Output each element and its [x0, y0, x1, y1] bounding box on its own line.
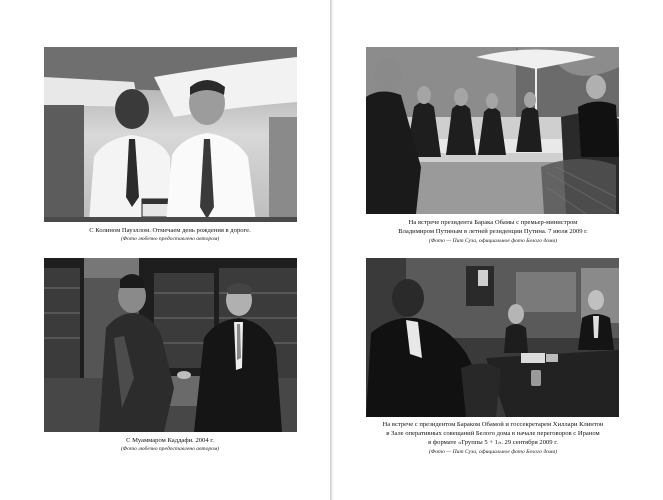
photo-4-caption-line-1: На встрече с президентом Бараком Обамой и госсекретарем Хиллари Клинтон — [382, 421, 604, 428]
photo-3-caption-line-2: Владимиром Путиным в летней резиденции Путина. 7 июля 2009 г. — [398, 228, 588, 235]
photo-gaddafi-handshake-image — [44, 258, 297, 432]
photo-4-credit: (Фото — Пит Суза, официальное фото Белого дома) — [428, 449, 558, 455]
photo-1-credit: (Фото любезно предоставлено автором) — [120, 236, 220, 242]
photo-4-caption-line-2: в Зале оперативных совещаний Белого дома в начале переговоров с Ираном — [386, 430, 600, 437]
photo-obama-putin-terrace — [366, 47, 619, 214]
photo-2-caption: С Муаммаром Каддафи. 2004 г. — [126, 437, 214, 444]
photo-1-caption: С Колином Пауэллом. Отмечаем день рождения в дороге. — [89, 227, 251, 234]
photo-powell-airplane-image — [44, 47, 297, 222]
photo-situation-room-image — [366, 258, 619, 417]
right-page — [333, 0, 663, 500]
photo-gaddafi-handshake — [44, 258, 297, 432]
photo-3-credit: (Фото — Пит Суза, официальное фото Белого дома) — [428, 238, 558, 244]
photo-situation-room — [366, 258, 619, 417]
photo-3-caption-line-1: На встрече президента Барака Обамы с премьер-министром — [408, 219, 578, 226]
left-page — [0, 0, 330, 500]
photo-4-caption-line-3: в формате «Группы 5 + 1». 29 сентября 2009 г. — [428, 439, 558, 446]
photo-powell-airplane — [44, 47, 297, 222]
photo-2-credit: (Фото любезно предоставлено автором) — [120, 446, 220, 452]
photo-obama-putin-terrace-image — [366, 47, 619, 214]
